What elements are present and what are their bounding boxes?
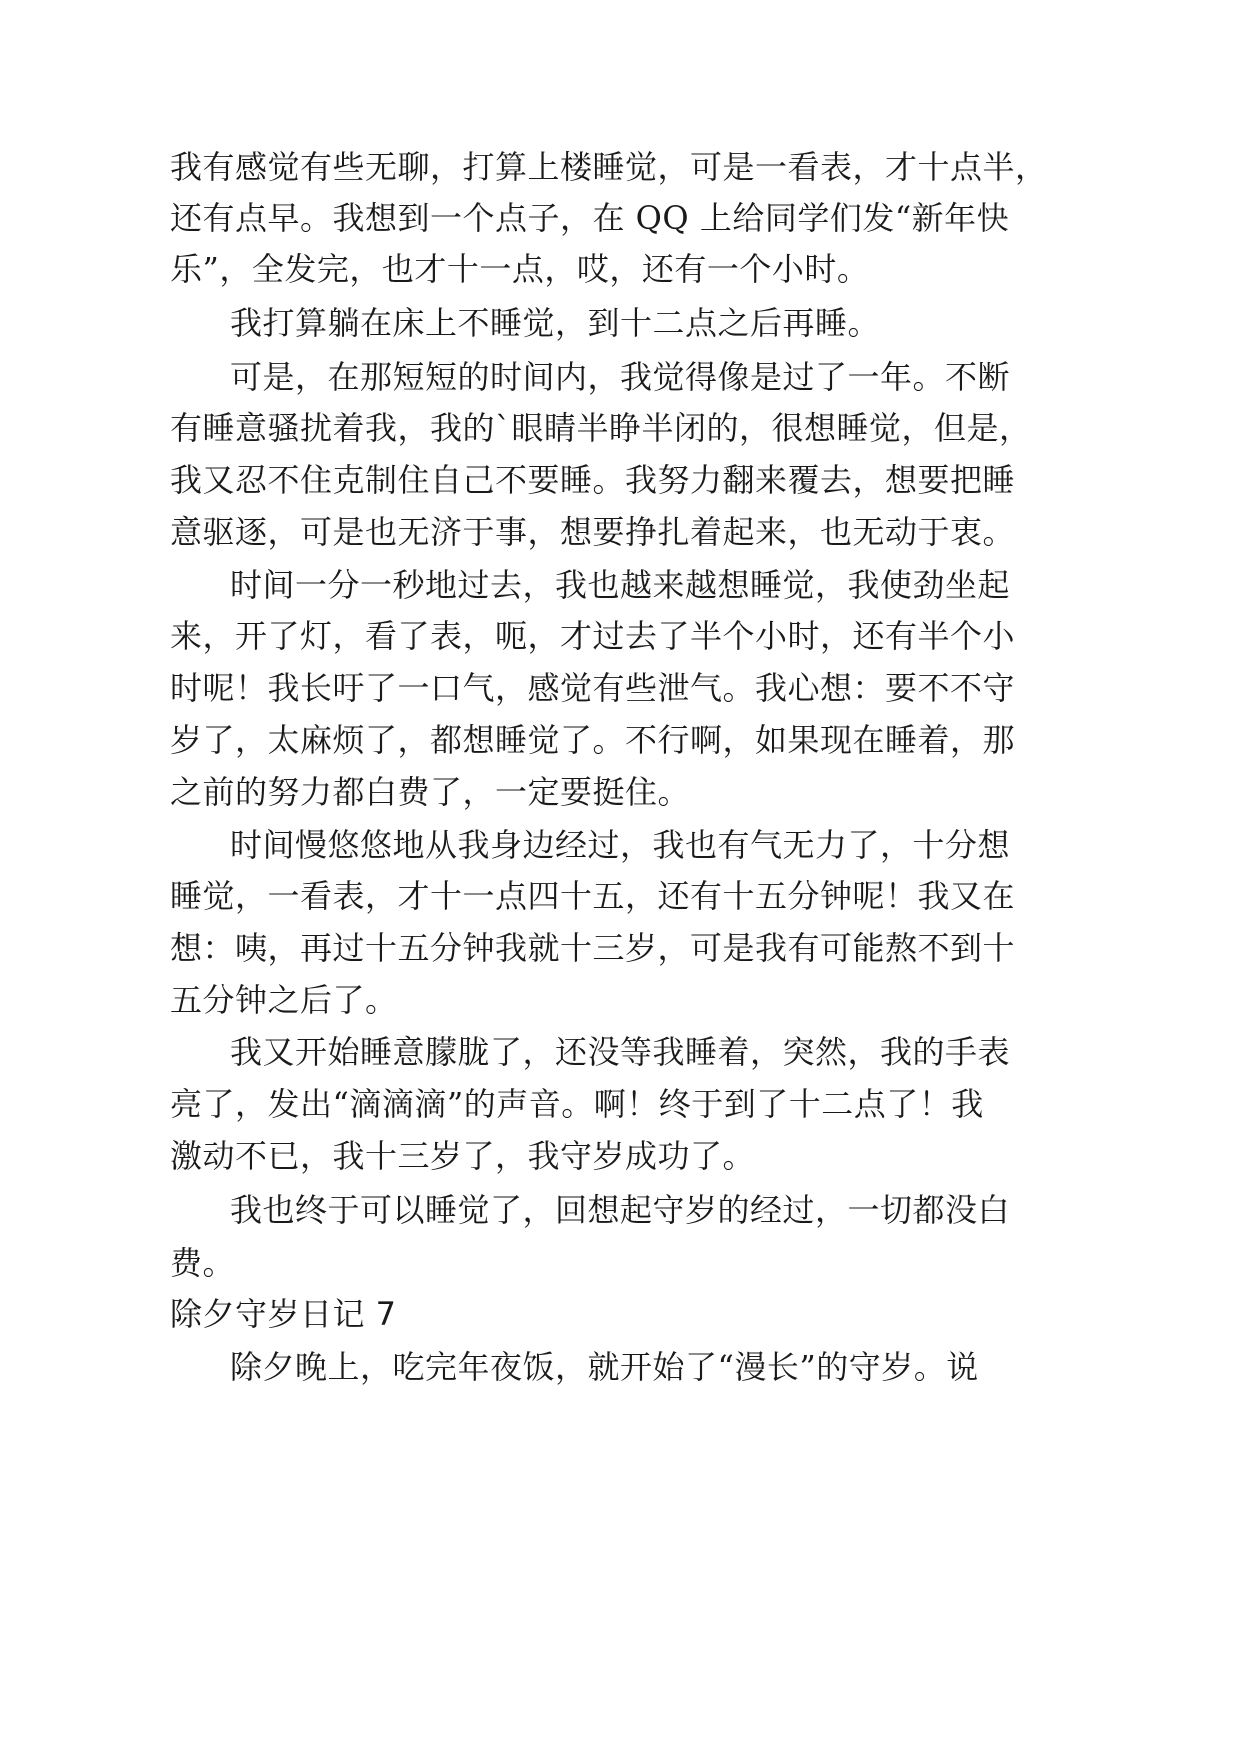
- text-line: 来，开了灯，看了表，呃，才过去了半个小时，还有半个小: [170, 617, 1016, 655]
- text-line: 我又忍不住克制住自己不要睡。我努力翻来覆去，想要把睡: [170, 461, 1016, 499]
- text-line: 时间慢悠悠地从我身边经过，我也有气无力了，十分想: [230, 826, 1011, 864]
- text-line: 意驱逐，可是也无济于事，想要挣扎着起来，也无动于衷。: [170, 513, 1016, 551]
- text-line: 我打算躺在床上不睡觉，到十二点之后再睡。: [230, 304, 881, 342]
- text-line: 激动不已，我十三岁了，我守岁成功了。: [170, 1137, 756, 1175]
- text-line: 我也终于可以睡觉了，回想起守岁的经过，一切都没白: [230, 1191, 1011, 1229]
- text-line: 时间一分一秒地过去，我也越来越想睡觉，我使劲坐起: [230, 566, 1011, 604]
- text-line: 我有感觉有些无聊，打算上楼睡觉，可是一看表，才十点半，: [170, 148, 1048, 186]
- text-line: 亮了，发出“滴滴滴”的声音。啊！终于到了十二点了！我: [170, 1085, 984, 1123]
- text-line: 乐”，全发完，也才十一点，哎，还有一个小时。: [170, 250, 870, 288]
- text-line: 五分钟之后了。: [170, 981, 398, 1019]
- text-line: 睡觉，一看表，才十一点四十五，还有十五分钟呢！我又在: [170, 877, 1016, 915]
- text-line: 有睡意骚扰着我，我的`眼睛半睁半闭的，很想睡觉，但是，: [170, 409, 1032, 447]
- text-line: 岁了，太麻烦了，都想睡觉了。不行啊，如果现在睡着，那: [170, 721, 1016, 759]
- text-line: 可是，在那短短的时间内，我觉得像是过了一年。不断: [230, 358, 1011, 396]
- text-line: 时呢！我长吁了一口气，感觉有些泄气。我心想：要不不守: [170, 669, 1016, 707]
- section-heading: 除夕守岁日记 7: [170, 1295, 397, 1333]
- text-line: 想：咦，再过十五分钟我就十三岁，可是我有可能熬不到十: [170, 929, 1016, 967]
- text-line: 费。: [170, 1244, 236, 1282]
- text-line: 除夕晚上，吃完年夜饭，就开始了“漫长”的守岁。说: [230, 1348, 979, 1386]
- text-line: 之前的努力都白费了，一定要挺住。: [170, 773, 691, 811]
- text-line: 还有点早。我想到一个点子，在 QQ 上给同学们发“新年快: [170, 199, 1010, 237]
- text-line: 我又开始睡意朦胧了，还没等我睡着，突然，我的手表: [230, 1033, 1011, 1071]
